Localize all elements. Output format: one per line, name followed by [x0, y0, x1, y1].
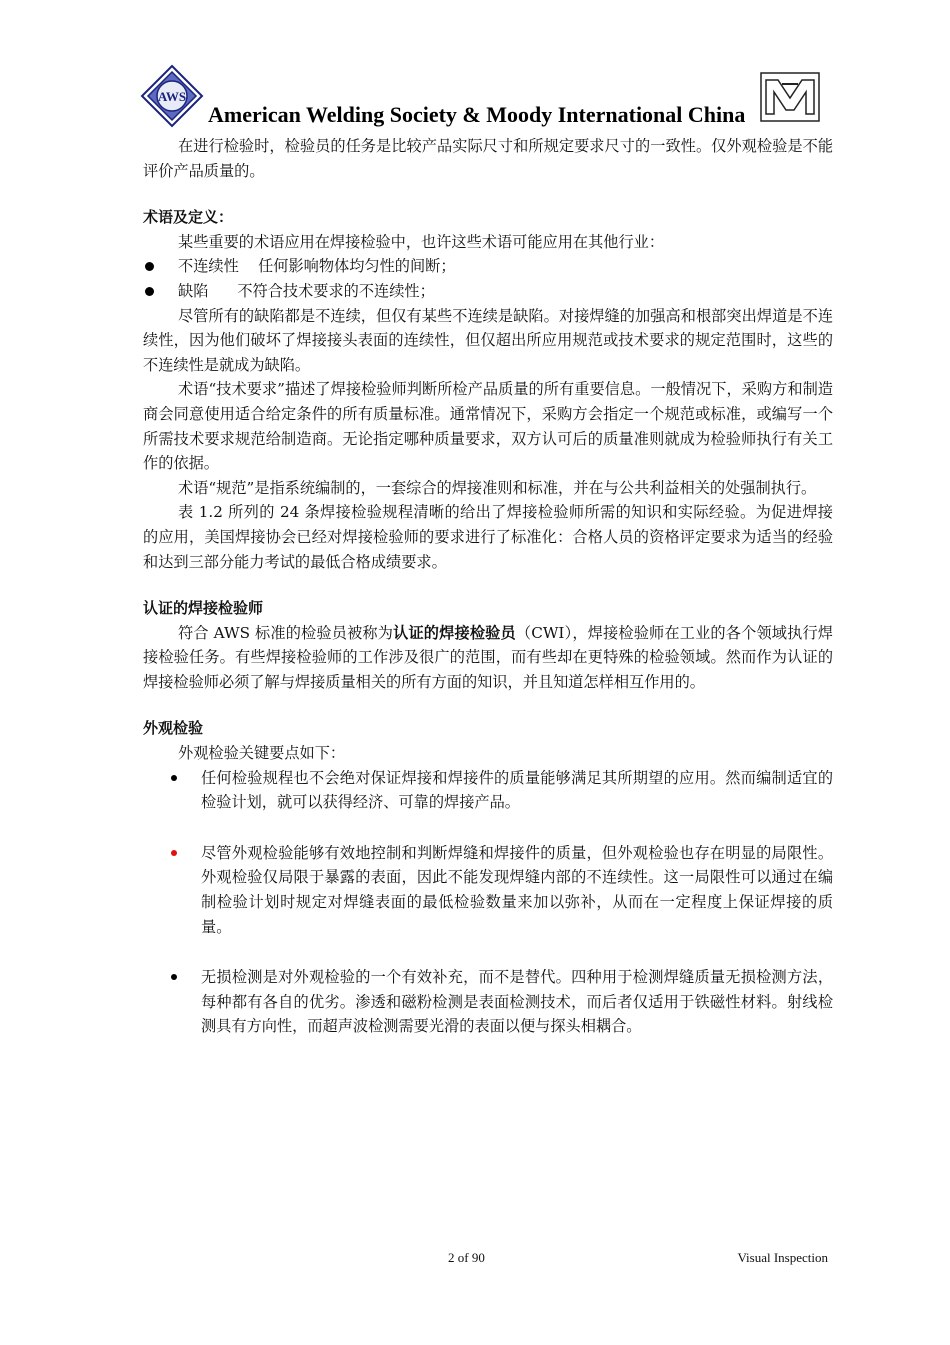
terms-paragraph: 术语“规范”是指系统编制的，一套综合的焊接准则和标准，并在与公共利益相关的处强制执行。 [178, 478, 817, 497]
term-definition: 不符合技术要求的不连续性； [237, 281, 435, 300]
footer-section-title: Visual Inspection [737, 1250, 828, 1265]
cwi-heading: 认证的焊接检验师 [143, 599, 264, 618]
aws-logo [140, 64, 204, 128]
bullet-dot-icon [171, 775, 177, 781]
key-point-text: 任何检验规程也不会绝对保证焊接和焊接件的质量能够满足其所期望的应用。然而编制适宜的检验计划，就可以获得经济、可靠的焊接产品。 [201, 768, 833, 812]
key-point-text: 尽管外观检验能够有效地控制和判断焊缝和焊接件的质量，但外观检验也存在明显的局限性。外观检验仅局限于暴露的表面，因此不能发现焊缝内部的不连续性。这一局限性可以通过在编制检验计划时规定对焊缝表面的最低检验数量来加以弥补，从而在一定程度上保证焊接的质量。 [201, 843, 833, 936]
header-title: American Welding Society & Moody International China [208, 102, 746, 127]
terms-paragraph: 尽管所有的缺陷都是不连续，但仅有某些不连续是缺陷。对接焊缝的加强高和根部突出焊道是不连续性，因为他们破坏了焊接接头表面的连续性，但仅超出所应用规范或技术要求的规定范围时，这些的不连续性是就成为缺陷。 [143, 306, 833, 374]
term-item [143, 254, 833, 279]
key-point-text: 无损检测是对外观检验的一个有效补充，而不是替代。四种用于检测焊缝质量无损检测方法，每种都有各自的优劣。渗透和磁粉检测是表面检测技术，而后者仅适用于铁磁性材料。射线检测具有方向性，而超声波检测需要光滑的表面以便与探头相耦合。 [201, 968, 833, 1036]
cwi-text-before: 符合 AWS 标准的检验员被称为 [178, 623, 394, 642]
visual-heading: 外观检验 [143, 719, 204, 738]
terms-paragraph: 表 1.2 所列的 24 条焊接检验规程清晰的给出了焊接检验师所需的知识和实际经验。为促进焊接的应用，美国焊接协会已经对焊接检验师的要求进行了标准化：合格人员的资格评定要求为适当的经验和达到三部分能力考试的最低合格成绩要求。 [143, 503, 833, 571]
aws-logo-text: AWS [157, 89, 187, 104]
cwi-text-after: （CWI），焊接检验师在工业的各个领域执行焊接检验任务。有些焊接检验师的工作涉及很广的范围，而有些却在更特殊的检验领域。然而作为认证的焊接检验师必须了解与焊接质量相关的所有方面的知识，并且知道怎样相互作用的。 [143, 623, 833, 691]
term-name: 缺陷 [178, 281, 209, 300]
terms-heading: 术语及定义： [143, 208, 234, 227]
cwi-bold-term: 认证的焊接检验员 [393, 623, 516, 642]
document-body [143, 134, 833, 1039]
moody-logo [760, 72, 820, 122]
term-item [143, 279, 833, 304]
key-point [143, 965, 833, 1039]
bullet-dot-icon [145, 262, 154, 271]
intro-paragraph: 在进行检验时，检验员的任务是比较产品实际尺寸和所规定要求尺寸的一致性。仅外观检验是不能评价产品质量的。 [143, 137, 833, 180]
bullet-dot-icon [145, 287, 154, 296]
term-definition: 任何影响物体均匀性的间断； [258, 257, 456, 276]
key-point [143, 766, 833, 815]
term-name: 不连续性 [178, 257, 239, 276]
bullet-dot-icon [171, 974, 177, 980]
red-bullet-dot-icon [171, 850, 177, 856]
terms-intro: 某些重要的术语应用在焊接检验中，也许这些术语可能应用在其他行业： [178, 232, 664, 251]
page-number: 2 of 90 [448, 1250, 485, 1265]
cwi-paragraph [143, 621, 833, 695]
terms-paragraph: 术语“技术要求”描述了焊接检验师判断所检产品质量的所有重要信息。一般情况下，采购方和制造商会同意使用适合给定条件的所有质量标准。通常情况下，采购方会指定一个规范或标准，或编写一个所需技术要求规范给制造商。无论指定哪种质量要求，双方认可后的质量准则就成为检验师执行有关工作的依据。 [143, 380, 833, 473]
page-header [140, 64, 840, 134]
visual-intro: 外观检验关键要点如下： [178, 744, 346, 763]
page-footer [143, 1250, 833, 1270]
key-point [143, 841, 833, 939]
